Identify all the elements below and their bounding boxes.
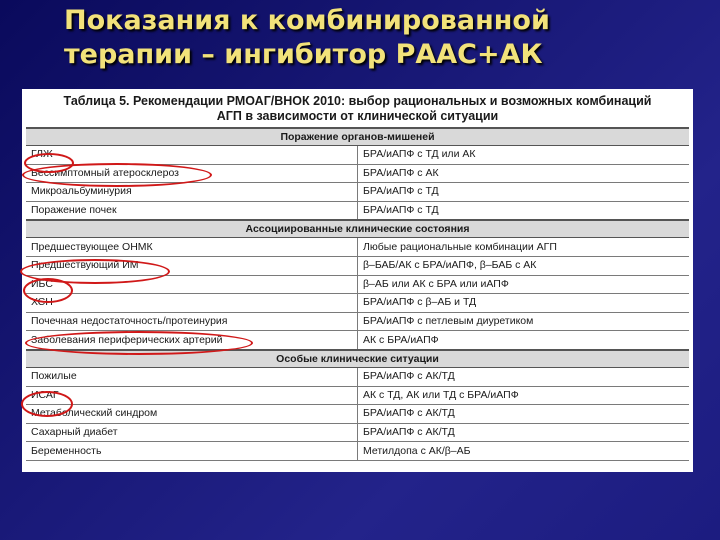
table-row xyxy=(26,331,689,350)
condition-cell: Пожилые xyxy=(26,367,358,386)
table-row xyxy=(26,256,689,275)
recommendation-cell: БРА/иАПФ с β–АБ и ТД xyxy=(358,294,690,313)
table-row xyxy=(26,294,689,313)
recommendation-cell: БРА/иАПФ с АК/ТД xyxy=(358,367,690,386)
section-title: Поражение органов-мишеней xyxy=(26,128,689,146)
recommendation-cell: БРА/иАПФ с петлевым диуретиком xyxy=(358,312,690,331)
table-row xyxy=(26,386,689,405)
recommendation-cell: АК с БРА/иАПФ xyxy=(358,331,690,350)
table-heading xyxy=(26,94,689,123)
recommendation-cell: БРА/иАПФ с ТД xyxy=(358,201,690,220)
table-row xyxy=(26,146,689,165)
slide-title xyxy=(64,4,704,72)
condition-cell: Поражение почек xyxy=(26,201,358,220)
condition-cell: ХСН xyxy=(26,294,358,313)
slide-title-line2: терапии – ингибитор РААС+АК xyxy=(64,39,543,70)
slide-title-line1: Показания к комбинированной xyxy=(64,5,550,36)
table-heading-line1: Таблица 5. Рекомендации РМОАГ/ВНОК 2010: выбор рациональных и возможных комбинаций xyxy=(63,94,652,108)
condition-cell: Почечная недостаточность/протеинурия xyxy=(26,312,358,331)
condition-cell: ГЛЖ xyxy=(26,146,358,165)
condition-cell: ИСАГ xyxy=(26,386,358,405)
table-row xyxy=(26,183,689,202)
recommendation-cell: БРА/иАПФ с ТД xyxy=(358,183,690,202)
recommendation-cell: БРА/иАПФ с ТД или АК xyxy=(358,146,690,165)
section-header-row xyxy=(26,128,689,146)
table-row xyxy=(26,238,689,257)
recommendation-cell: БРА/иАПФ с АК/ТД xyxy=(358,423,690,442)
recommendation-cell: БРА/иАПФ с АК xyxy=(358,164,690,183)
condition-cell: ИБС xyxy=(26,275,358,294)
table-row xyxy=(26,312,689,331)
recommendation-cell: АК с ТД, АК или ТД с БРА/иАПФ xyxy=(358,386,690,405)
condition-cell: Бессимптомный атеросклероз xyxy=(26,164,358,183)
table-heading-line2: АГП в зависимости от клинической ситуации xyxy=(216,108,499,123)
table-row xyxy=(26,442,689,461)
condition-cell: Предшествующий ИМ xyxy=(26,256,358,275)
table-row xyxy=(26,164,689,183)
table-row xyxy=(26,367,689,386)
recommendation-cell: БРА/иАПФ с АК/ТД xyxy=(358,405,690,424)
recommendation-cell: β–АБ или АК с БРА или иАПФ xyxy=(358,275,690,294)
condition-cell: Беременность xyxy=(26,442,358,461)
condition-cell: Предшествующее ОНМК xyxy=(26,238,358,257)
table-row xyxy=(26,275,689,294)
table-row xyxy=(26,423,689,442)
condition-cell: Сахарный диабет xyxy=(26,423,358,442)
table-row xyxy=(26,405,689,424)
condition-cell: Метаболический синдром xyxy=(26,405,358,424)
recommendation-cell: Метилдопа с АК/β–АБ xyxy=(358,442,690,461)
recommendation-cell: Любые рациональные комбинации АГП xyxy=(358,238,690,257)
section-title: Ассоциированные клинические состояния xyxy=(26,220,689,238)
section-title: Особые клинические ситуации xyxy=(26,350,689,368)
condition-cell: Микроальбуминурия xyxy=(26,183,358,202)
recommendation-table-card xyxy=(22,89,693,472)
section-header-row xyxy=(26,220,689,238)
recommendation-table xyxy=(26,127,689,461)
table-row xyxy=(26,201,689,220)
recommendation-cell: β–БАБ/АК с БРА/иАПФ, β–БАБ с АК xyxy=(358,256,690,275)
section-header-row xyxy=(26,350,689,368)
condition-cell: Заболевания периферических артерий xyxy=(26,331,358,350)
